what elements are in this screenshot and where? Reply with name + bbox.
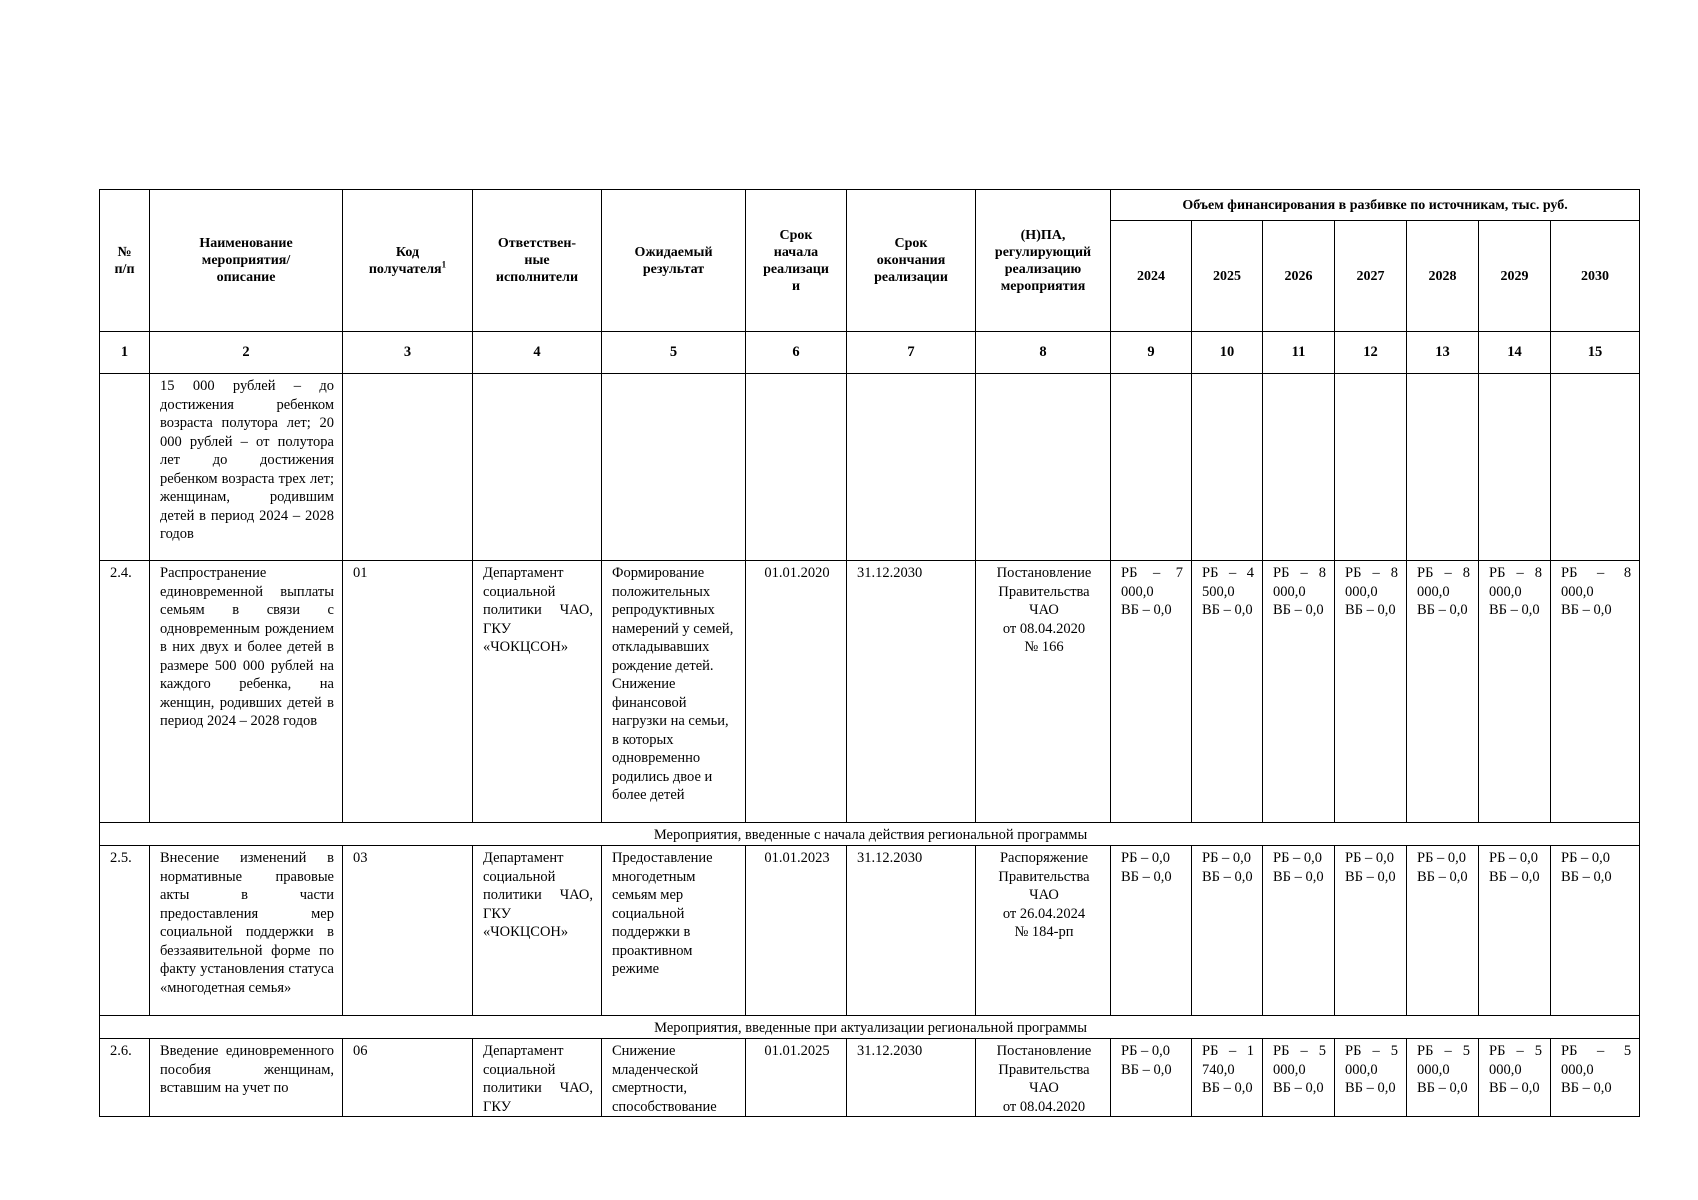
header-responsible: Ответствен- ные исполнители: [473, 190, 602, 332]
table-row-2-5: [100, 846, 1640, 1016]
cell-fin: РБ – 0,0 ВБ – 0,0: [1551, 846, 1640, 1016]
cell-num: 2.5.: [100, 846, 150, 1016]
header-financing: Объем финансирования в разбивке по источникам, тыс. руб.: [1111, 190, 1640, 221]
header-row-1: [100, 190, 1640, 221]
program-table: [99, 189, 1640, 1117]
column-number: 1: [100, 332, 150, 374]
header-code-label: Код получателя: [368, 244, 442, 277]
header-code: [343, 190, 473, 332]
cell-responsible: Департамент социальной политики ЧАО, ГКУ «ЧОКЦСОН»: [473, 846, 602, 1016]
column-number: 6: [746, 332, 847, 374]
cell-name: Внесение изменений в нормативные правовые акты в части предоставления мер социальной поддержки в беззаявительной форме по факту установления статуса «многодетная семья»: [150, 846, 343, 1016]
header-npa: (Н)ПА, регулирующий реализацию мероприятия: [976, 190, 1111, 332]
header-num: № п/п: [100, 190, 150, 332]
column-number: 11: [1263, 332, 1335, 374]
cell-start: 01.01.2025: [746, 1039, 847, 1117]
cell-fin: РБ – 4 500,0 ВБ – 0,0: [1192, 561, 1263, 823]
column-number: 3: [343, 332, 473, 374]
header-year: 2026: [1263, 221, 1335, 332]
cell-end: 31.12.2030: [847, 846, 976, 1016]
cell-empty: [100, 374, 150, 561]
header-year: 2027: [1335, 221, 1407, 332]
column-number: 5: [602, 332, 746, 374]
column-number: 12: [1335, 332, 1407, 374]
column-number: 10: [1192, 332, 1263, 374]
cell-empty: [847, 374, 976, 561]
cell-name: 15 000 рублей – до достижения ребенком возраста полутора лет; 20 000 рублей – от полутора лет до достижения ребенком возраста трех лет; женщинам, родившим детей в период 2024 – 2028 годов: [150, 374, 343, 561]
cell-fin: РБ – 5 000,0 ВБ – 0,0: [1479, 1039, 1551, 1117]
cell-num: 2.6.: [100, 1039, 150, 1117]
cell-fin: РБ – 5 000,0 ВБ – 0,0: [1263, 1039, 1335, 1117]
cell-code: 03: [343, 846, 473, 1016]
table-row-2-4: [100, 561, 1640, 823]
column-number: 9: [1111, 332, 1192, 374]
cell-fin: РБ – 5 000,0 ВБ – 0,0: [1407, 1039, 1479, 1117]
header-name: Наименование мероприятия/ описание: [150, 190, 343, 332]
header-year: 2029: [1479, 221, 1551, 332]
cell-empty: [976, 374, 1111, 561]
cell-start: 01.01.2023: [746, 846, 847, 1016]
cell-result: Снижение младенческой смертности, способствование: [602, 1039, 746, 1117]
column-number: 13: [1407, 332, 1479, 374]
cell-code: 01: [343, 561, 473, 823]
cell-result: Предоставление многодетным семьям мер социальной поддержки в проактивном режиме: [602, 846, 746, 1016]
cell-fin: РБ – 7 000,0 ВБ – 0,0: [1111, 561, 1192, 823]
cell-fin: РБ – 0,0 ВБ – 0,0: [1479, 846, 1551, 1016]
section-separator: Мероприятия, введенные с начала действия региональной программы: [100, 823, 1640, 846]
cell-empty: [746, 374, 847, 561]
header-start: Срок начала реализаци и: [746, 190, 847, 332]
header-result: Ожидаемый результат: [602, 190, 746, 332]
cell-fin: РБ – 8 000,0 ВБ – 0,0: [1479, 561, 1551, 823]
cell-empty: [1551, 374, 1640, 561]
cell-fin: РБ – 8 000,0 ВБ – 0,0: [1263, 561, 1335, 823]
section-separator: Мероприятия, введенные при актуализации региональной программы: [100, 1016, 1640, 1039]
cell-fin: РБ – 5 000,0 ВБ – 0,0: [1335, 1039, 1407, 1117]
cell-empty: [1192, 374, 1263, 561]
cell-fin: РБ – 8 000,0 ВБ – 0,0: [1335, 561, 1407, 823]
table-row-continuation: [100, 374, 1640, 561]
cell-end: 31.12.2030: [847, 1039, 976, 1117]
cell-name: Распространение единовременной выплаты семьям в связи с одновременным рождением в них двух и более детей в размере 500 000 рублей на каждого ребенка, на женщин, родивших детей в период 2024 – 2028 годов: [150, 561, 343, 823]
cell-responsible: Департамент социальной политики ЧАО, ГКУ «ЧОКЦСОН»: [473, 561, 602, 823]
header-year: 2025: [1192, 221, 1263, 332]
column-number: 15: [1551, 332, 1640, 374]
cell-npa: Постановление Правительства ЧАО от 08.04.2020 № 166: [976, 561, 1111, 823]
cell-empty: [1479, 374, 1551, 561]
cell-fin: РБ – 8 000,0 ВБ – 0,0: [1551, 561, 1640, 823]
cell-end: 31.12.2030: [847, 561, 976, 823]
cell-fin: РБ – 0,0 ВБ – 0,0: [1263, 846, 1335, 1016]
cell-fin: РБ – 1 740,0 ВБ – 0,0: [1192, 1039, 1263, 1117]
section-separator-row: [100, 1016, 1640, 1039]
column-numbers-row: [100, 332, 1640, 374]
cell-fin: РБ – 0,0 ВБ – 0,0: [1192, 846, 1263, 1016]
cell-empty: [602, 374, 746, 561]
header-end: Срок окончания реализации: [847, 190, 976, 332]
cell-fin: РБ – 5 000,0 ВБ – 0,0: [1551, 1039, 1640, 1117]
cell-fin: РБ – 0,0 ВБ – 0,0: [1335, 846, 1407, 1016]
column-number: 4: [473, 332, 602, 374]
cell-empty: [343, 374, 473, 561]
header-year: 2030: [1551, 221, 1640, 332]
cell-fin: РБ – 8 000,0 ВБ – 0,0: [1407, 561, 1479, 823]
cell-npa: Распоряжение Правительства ЧАО от 26.04.2024 № 184-рп: [976, 846, 1111, 1016]
cell-empty: [1407, 374, 1479, 561]
section-separator-row: [100, 823, 1640, 846]
cell-result: Формирование положительных репродуктивных намерений у семей, откладывавших рождение детей. Снижение финансовой нагрузки на семьи, в которых одновременно родились двое и более детей: [602, 561, 746, 823]
cell-empty: [473, 374, 602, 561]
cell-num: 2.4.: [100, 561, 150, 823]
column-number: 8: [976, 332, 1111, 374]
header-code-footnote: 1: [441, 258, 447, 269]
column-number: 14: [1479, 332, 1551, 374]
column-number: 7: [847, 332, 976, 374]
cell-code: 06: [343, 1039, 473, 1117]
cell-fin: РБ – 0,0 ВБ – 0,0: [1111, 846, 1192, 1016]
cell-empty: [1263, 374, 1335, 561]
column-number: 2: [150, 332, 343, 374]
cell-responsible: Департамент социальной политики ЧАО, ГКУ: [473, 1039, 602, 1117]
header-year: 2024: [1111, 221, 1192, 332]
cell-name: Введение единовременного пособия женщинам, вставшим на учет по: [150, 1039, 343, 1117]
cell-fin: РБ – 0,0 ВБ – 0,0: [1407, 846, 1479, 1016]
cell-empty: [1335, 374, 1407, 561]
cell-npa: Постановление Правительства ЧАО от 08.04.2020: [976, 1039, 1111, 1117]
table-row-2-6: [100, 1039, 1640, 1117]
header-year: 2028: [1407, 221, 1479, 332]
cell-empty: [1111, 374, 1192, 561]
cell-fin: РБ – 0,0 ВБ – 0,0: [1111, 1039, 1192, 1117]
cell-start: 01.01.2020: [746, 561, 847, 823]
